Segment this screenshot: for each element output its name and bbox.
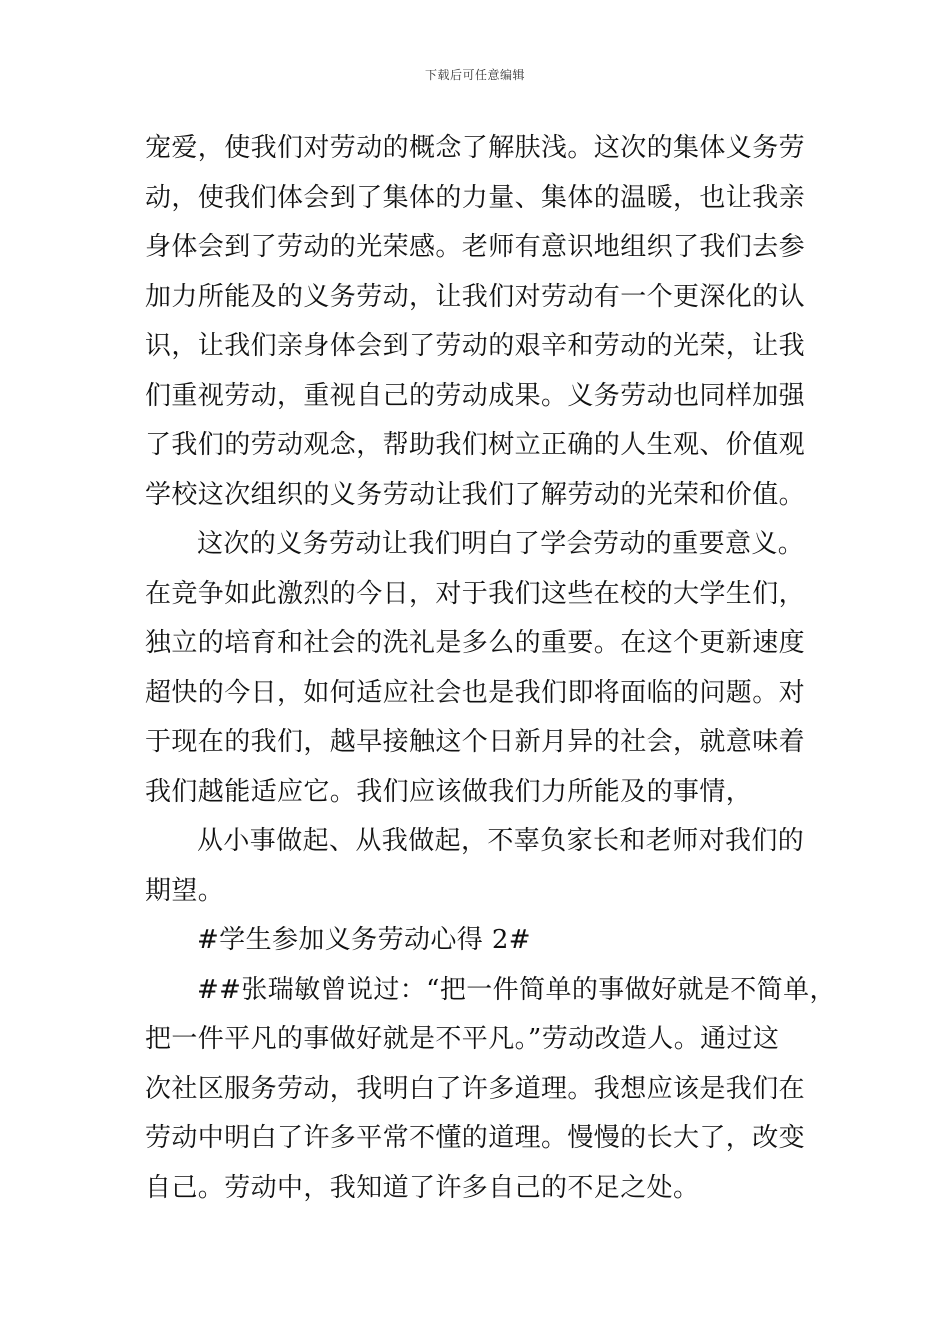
text-line: 于现在的我们，越早接触这个日新月异的社会，就意味着 [145,727,806,757]
text-line: 宠爱，使我们对劳动的概念了解肤浅。这次的集体义务劳 [145,133,806,163]
paragraph-first-line: ##张瑞敏曾说过：“把一件简单的事做好就是不简单， [197,974,836,1005]
text-line: 独立的培育和社会的洗礼是多么的重要。在这个更新速度 [145,628,806,658]
page-header: 下载后可任意编辑 [424,68,525,82]
text-line: 在竞争如此激烈的今日，对于我们这些在校的大学生们， [145,578,806,609]
section-heading: #学生参加义务劳动心得 2# [197,925,531,955]
document-body [145,124,836,1213]
text-line: 自己。劳动中，我知道了许多自己的不足之处。 [145,1172,700,1203]
text-line: 期望。 [145,875,225,906]
text-line: 动，使我们体会到了集体的力量、集体的温暖，也让我亲 [145,182,806,213]
text-line: 超快的今日，如何适应社会也是我们即将面临的问题。对 [145,677,806,708]
text-line: 识，让我们亲身体会到了劳动的艰辛和劳动的光荣，让我 [145,331,806,361]
text-line: 次社区服务劳动，我明白了许多道理。我想应该是我们在 [145,1073,806,1104]
text-line: 学校这次组织的义务劳动让我们了解劳动的光荣和价值。 [145,479,806,510]
text-line: 加力所能及的义务劳动，让我们对劳动有一个更深化的认 [145,281,806,312]
paragraph-first-line: 从小事做起、从我做起，不辜负家长和老师对我们的 [197,826,805,856]
text-line: 把一件平凡的事做好就是不平凡。”劳动改造人。通过这 [145,1024,780,1054]
paragraph-first-line: 这次的义务劳动让我们明白了学会劳动的重要意义。 [197,529,805,559]
text-line: 劳动中明白了许多平常不懂的道理。慢慢的长大了，改变 [145,1123,806,1153]
text-line: 们重视劳动，重视自己的劳动成果。义务劳动也同样加强 [145,380,806,411]
text-line: 了我们的劳动观念，帮助我们树立正确的人生观、价值观 [145,430,806,460]
text-line: 我们越能适应它。我们应该做我们力所能及的事情， [145,776,753,807]
text-line: 身体会到了劳动的光荣感。老师有意识地组织了我们去参 [145,232,806,262]
